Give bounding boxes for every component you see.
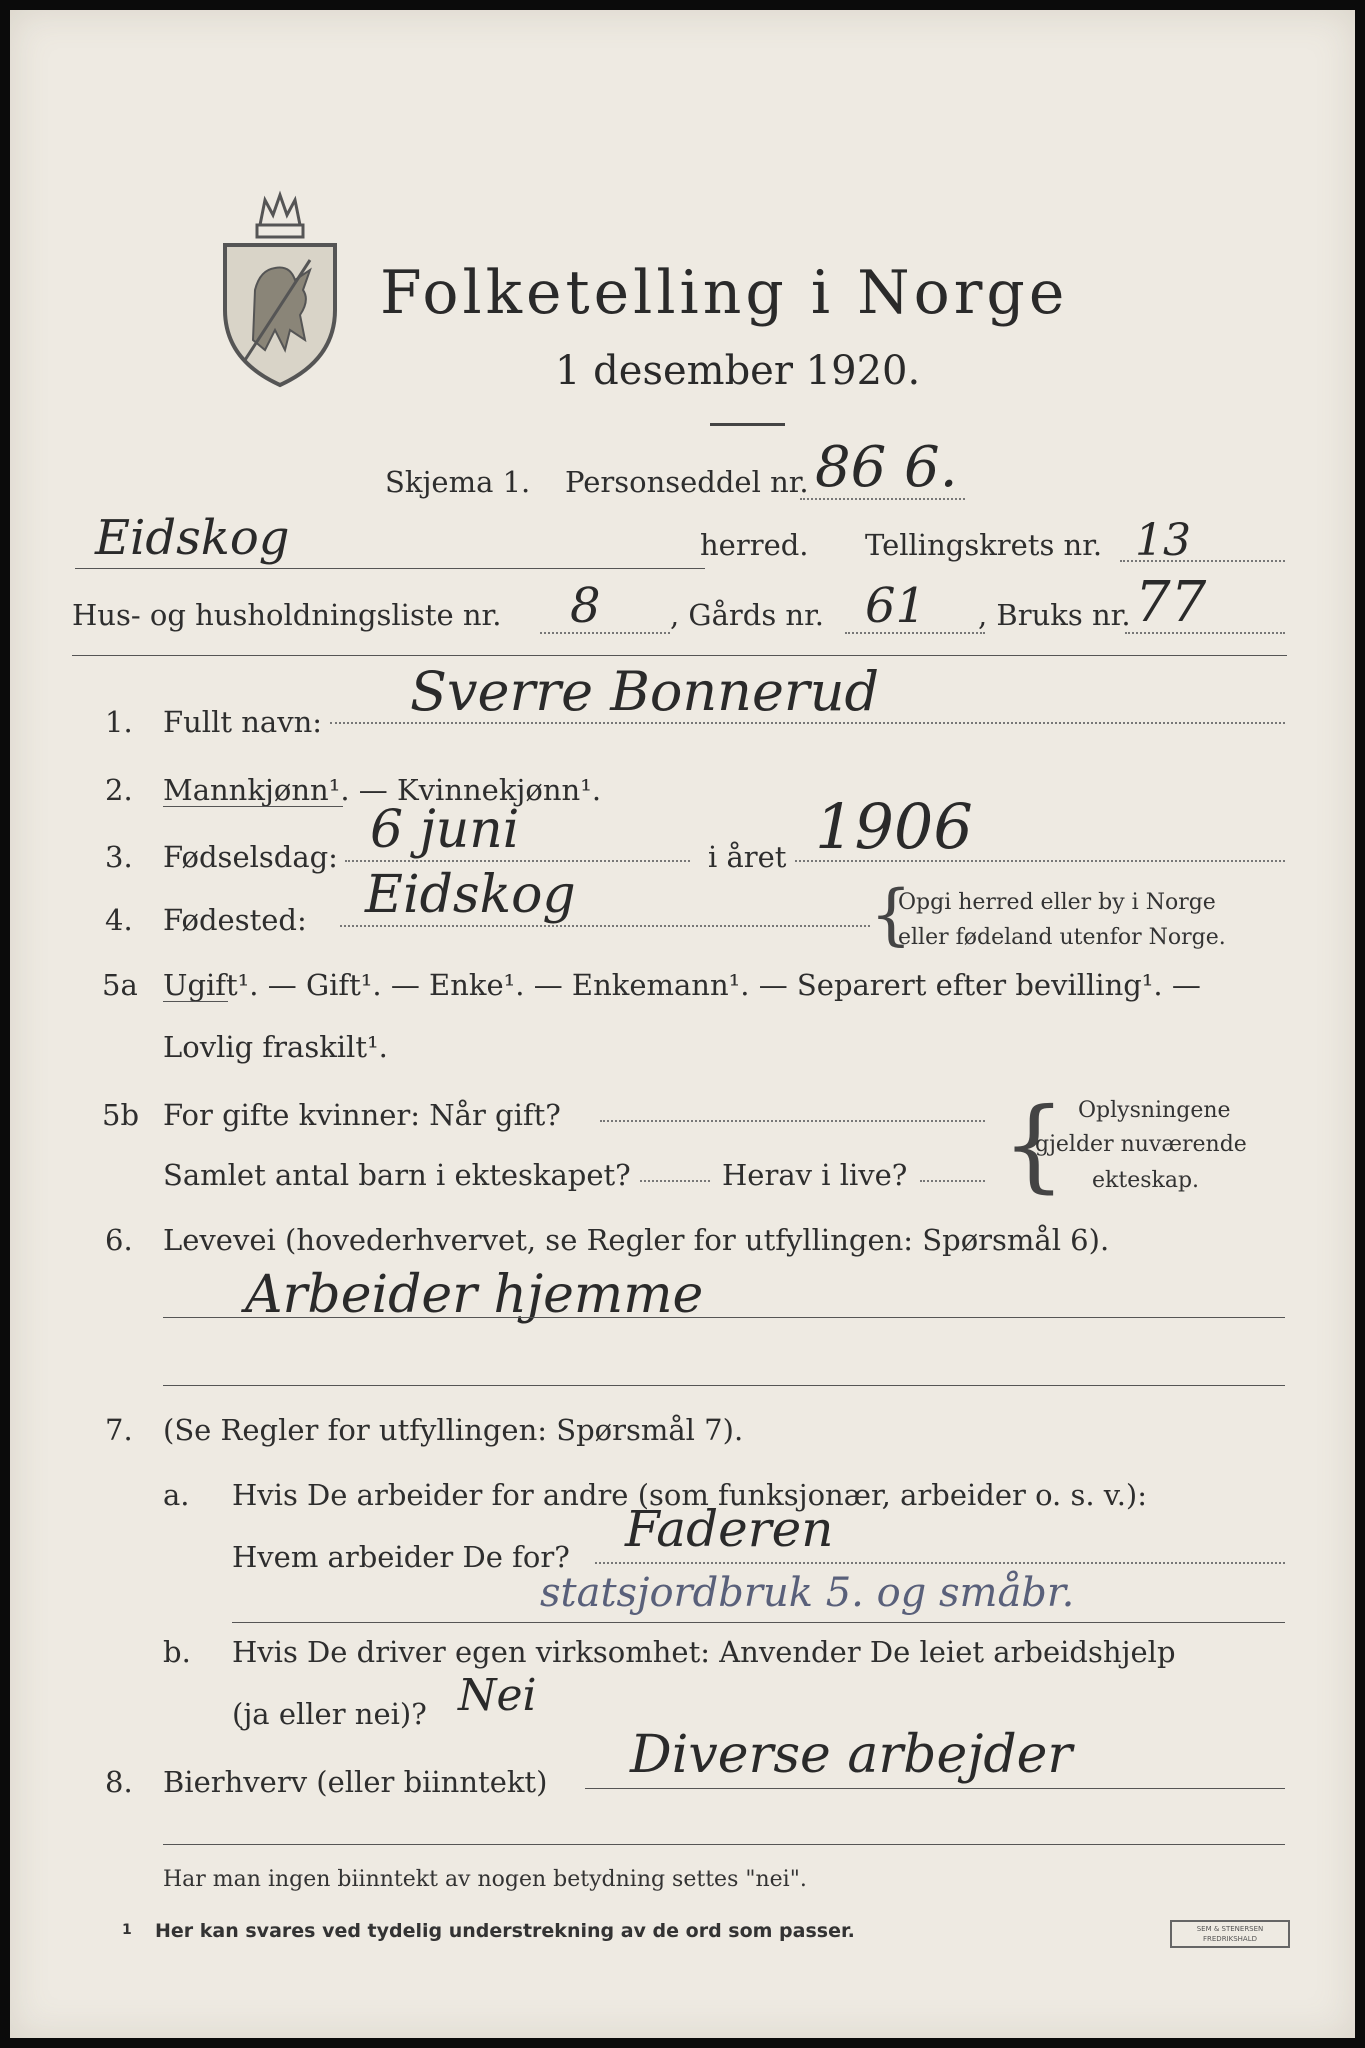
q6-label: Levevei (hovederhvervet, se Regler for utfyllingen: Spørsmål 6). <box>163 1223 1110 1257</box>
header-separator <box>72 655 1287 656</box>
q2-underline-mannkjonn <box>163 806 343 807</box>
q7-number: 7. <box>105 1413 133 1447</box>
q5b-alive-label: Herav i live? <box>722 1158 908 1192</box>
bruks-label: , Bruks nr. <box>978 598 1131 632</box>
q8-value: Diverse arbejder <box>630 1725 1073 1785</box>
q6-line1 <box>163 1317 1285 1318</box>
q7b-letter: b. <box>163 1635 191 1669</box>
title-rule <box>710 423 785 426</box>
q5b-note-line3: ekteskap. <box>1092 1168 1200 1193</box>
q4-value: Eidskog <box>365 865 576 925</box>
q6-line2 <box>163 1385 1285 1386</box>
q7b-line1: Hvis De driver egen virksomhet: Anvender De leiet arbeidshjelp <box>232 1635 1176 1669</box>
q3-label: Fødselsdag: <box>163 840 338 874</box>
q5b-note-line1: Oplysningene <box>1078 1098 1231 1123</box>
q7-label: (Se Regler for utfyllingen: Spørsmål 7). <box>163 1413 744 1447</box>
q4-note-line1: Opgi herred eller by i Norge <box>898 890 1216 915</box>
q4-number: 4. <box>105 903 133 937</box>
q3-day-line <box>345 860 690 862</box>
q1-label: Fullt navn: <box>163 705 323 739</box>
census-date: 1 desember 1920. <box>555 348 921 394</box>
husholdningsliste-value: 8 <box>570 578 601 634</box>
q5b-number: 5b <box>102 1098 140 1132</box>
skjema-label: Skjema 1. <box>385 465 531 499</box>
q7a-annotation: statsjordbruk 5. og småbr. <box>540 1570 1075 1616</box>
q4-line <box>340 925 870 927</box>
printer-stamp <box>1170 1920 1290 1948</box>
footer-note: Har man ingen biinntekt av nogen betydning settes "nei". <box>163 1867 807 1892</box>
q1-number: 1. <box>105 705 133 739</box>
herred-value: Eidskog <box>95 510 290 566</box>
gards-label: , Gårds nr. <box>670 598 824 632</box>
form-title: Folketelling i Norge <box>380 258 1069 328</box>
q8-line <box>585 1788 1285 1789</box>
bruks-value: 77 <box>1135 570 1207 635</box>
stamp-line2: FREDRIKSHALD <box>1202 1935 1257 1943</box>
norway-coat-of-arms-icon <box>215 190 345 390</box>
q5a-line1: Ugift¹. — Gift¹. — Enke¹. — Enkemann¹. — Separert efter bevilling¹. — <box>163 968 1201 1002</box>
q5b-brace: { <box>1002 1086 1066 1203</box>
q5a-underline-ugift <box>163 1001 228 1002</box>
q4-brace: { <box>870 876 912 953</box>
q1-value: Sverre Bonnerud <box>410 660 880 723</box>
herred-line <box>75 568 705 569</box>
q6-number: 6. <box>105 1223 133 1257</box>
tellingskrets-label: Tellingskrets nr. <box>865 528 1103 562</box>
footnote-mark: 1 <box>122 1922 132 1938</box>
q8-line2 <box>163 1844 1285 1845</box>
q8-number: 8. <box>105 1765 133 1799</box>
q6-value: Arbeider hjemme <box>245 1265 704 1325</box>
q4-note-line2: eller fødeland utenfor Norge. <box>898 925 1226 950</box>
q8-label: Bierhverv (eller biinntekt) <box>163 1765 548 1799</box>
q2-number: 2. <box>105 773 133 807</box>
q2-label: Mannkjønn¹. — Kvinnekjønn¹. <box>163 773 602 807</box>
q7b-line2: (ja eller nei)? <box>232 1697 427 1731</box>
husholdningsliste-line <box>540 632 670 634</box>
q5b-alive-line <box>920 1180 985 1182</box>
stamp-line1: SEM & STENERSEN <box>1196 1925 1264 1933</box>
q7a-line-extra <box>232 1622 1285 1623</box>
footnote-text: Her kan svares ved tydelig understrekning av de ord som passer. <box>155 1920 855 1942</box>
q3-year-value: 1906 <box>815 790 973 863</box>
q5a-number: 5a <box>102 968 138 1002</box>
q5b-children-label: Samlet antal barn i ekteskapet? <box>163 1158 631 1192</box>
q7a-line1: Hvis De arbeider for andre (som funksjonær, arbeider o. s. v.): <box>232 1478 1148 1512</box>
q5b-children-line <box>640 1180 710 1182</box>
tellingskrets-value: 13 <box>1135 515 1191 566</box>
q3-day-value: 6 juni <box>370 800 520 860</box>
q5b-married-line <box>600 1120 985 1122</box>
personseddel-value: 86 6. <box>815 435 958 500</box>
q3-number: 3. <box>105 840 133 874</box>
q4-label: Fødested: <box>163 903 307 937</box>
q5b-line1: For gifte kvinner: Når gift? <box>163 1098 561 1132</box>
q7a-letter: a. <box>163 1478 190 1512</box>
q5b-note-line2: gjelder nuværende <box>1035 1132 1247 1157</box>
q7b-value: Nei <box>458 1670 537 1721</box>
q5a-line2: Lovlig fraskilt¹. <box>163 1030 388 1064</box>
gards-value: 61 <box>865 578 927 634</box>
personseddel-label: Personseddel nr. <box>565 465 809 499</box>
q7a-employer-line <box>595 1562 1285 1564</box>
q3-year-label: i året <box>708 840 787 874</box>
q7a-line2: Hvem arbeider De for? <box>232 1540 570 1574</box>
q7a-value: Faderen <box>625 1500 834 1558</box>
census-form-page <box>10 10 1355 2038</box>
husholdningsliste-label: Hus- og husholdningsliste nr. <box>72 598 502 632</box>
herred-label: herred. <box>700 528 809 562</box>
